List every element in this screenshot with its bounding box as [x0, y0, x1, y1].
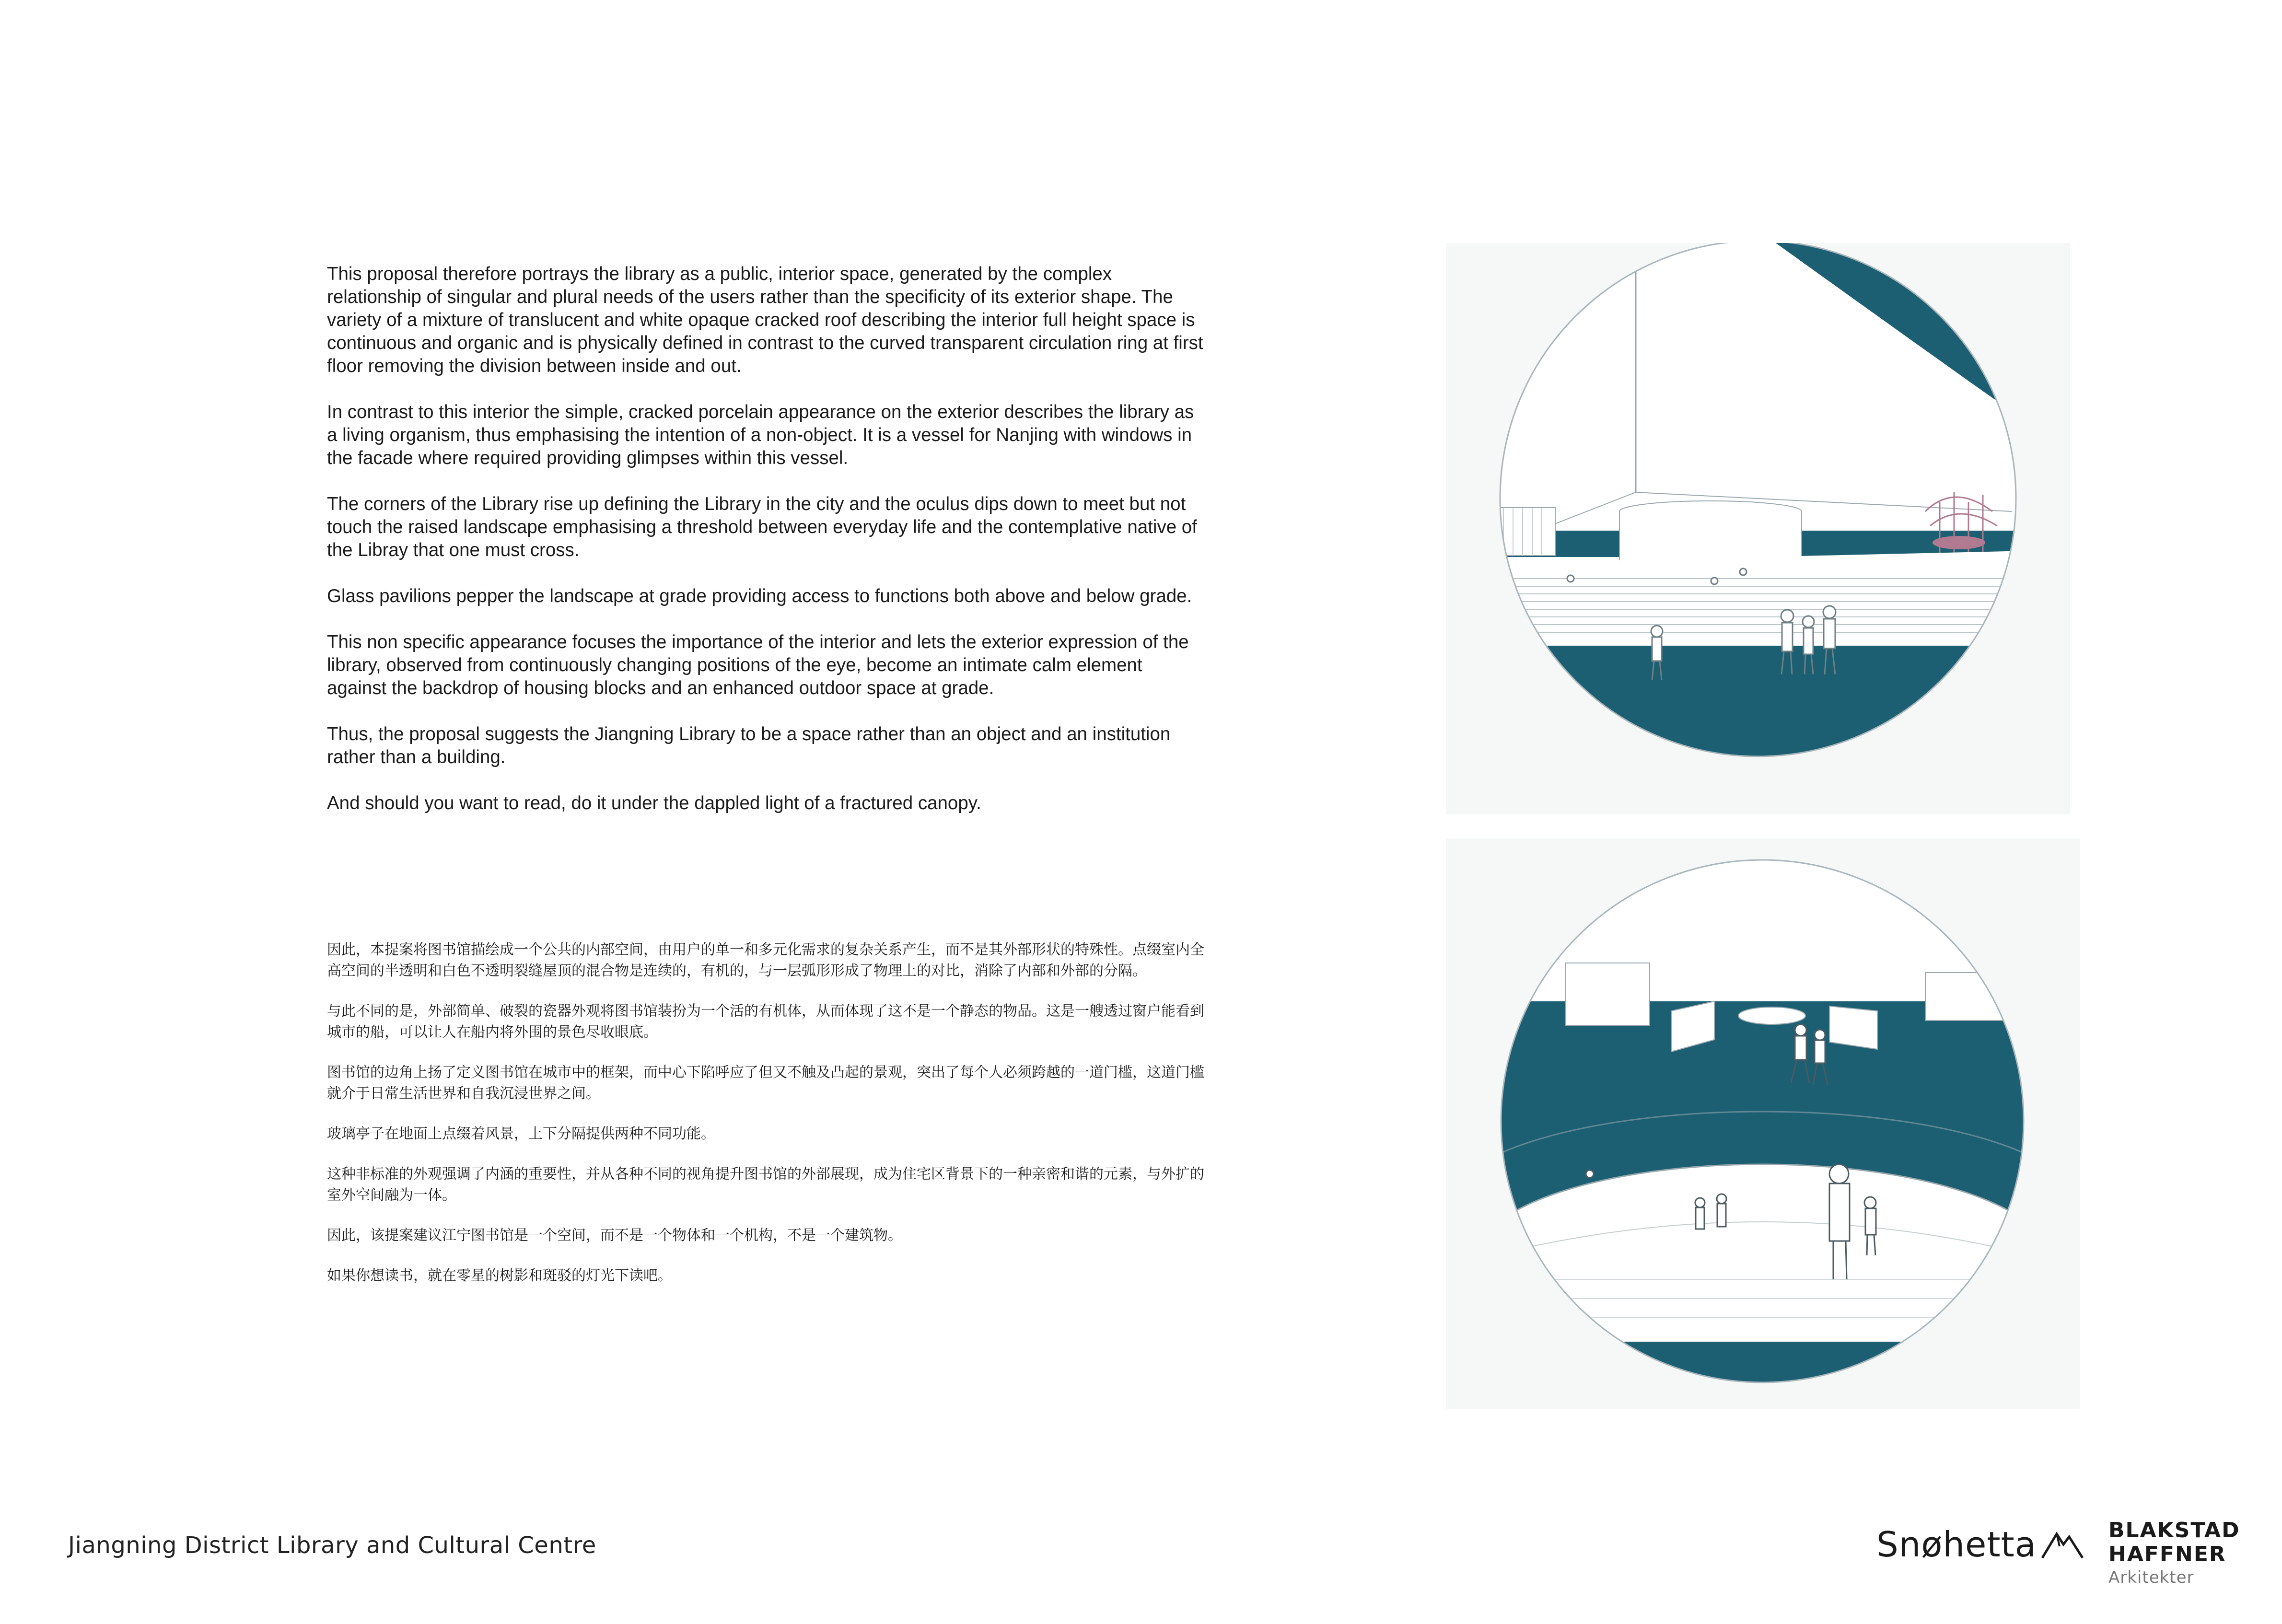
paragraph-en-2: In contrast to this interior the simple, cracked porcelain appearance on the exterior describes the library as a living organism, thus emphasising the intention of a non-object. It is a vessel for Nanjing with windows in the facade where required providing glimpses within this vessel. [327, 402, 1194, 468]
english-text-block [327, 263, 1204, 838]
chinese-text-block [327, 940, 1204, 1306]
exterior-landscape-illustration [1446, 243, 2070, 814]
paragraph-en-6: Thus, the proposal suggests the Jiangning Library to be a space rather than an object and an institution rather than a building. [327, 724, 1171, 767]
paragraph-zh-3: 图书馆的边角上扬了定义图书馆在城市中的框架，而中心下陷呼应了但又不触及凸起的景观，突出了每个人必须跨越的一道门槛，这道门槛就介于日常生活世界和自我沉浸世界之间。 [327, 1064, 1204, 1102]
circular-vignette-bottom [1446, 838, 2080, 1409]
paragraph-en-1: This proposal therefore portrays the library as a public, interior space, generated by the complex relationship of singular and plural needs of the users rather than the specificity of its exterior shape. The variety of a mixture of translucent and white opaque cracked roof describing the interior full height space is continuous and organic and is physically defined in contrast to the curved transparent circulation ring at first floor removing the division between inside and out. [327, 264, 1203, 376]
paragraph-zh-1: 因此，本提案将图书馆描绘成一个公共的内部空间，由用户的单一和多元化需求的复杂关系产生，而不是其外部形状的特殊性。点缀室内全高空间的半透明和白色不透明裂缝屋顶的混合物是连续的，有机的，与一层弧形形成了物理上的对比，消除了内部和外部的分隔。 [327, 941, 1204, 979]
circular-vignette-top [1446, 243, 2070, 814]
project-title: Jiangning District Library and Cultural Centre [68, 1532, 596, 1559]
paragraph-zh-5: 这种非标准的外观强调了内涵的重要性，并从各种不同的视角提升图书馆的外部展现，成为住宅区背景下的一种亲密和谐的元素，与外扩的室外空间融为一体。 [327, 1166, 1204, 1204]
paragraph-en-7: And should you want to read, do it under the dappled light of a fractured canopy. [327, 793, 981, 813]
paragraph-zh-7: 如果你想读书，就在零星的树影和斑驳的灯光下读吧。 [327, 1267, 672, 1284]
snohetta-logo: Snøhetta [1876, 1524, 2037, 1565]
paragraph-zh-4: 玻璃亭子在地面上点缀着风景，上下分隔提供两种不同功能。 [327, 1125, 715, 1142]
logo-line-3: Arkitekter [2108, 1568, 2194, 1587]
blakstad-haffner-logo [2108, 1519, 2240, 1589]
paragraph-en-5: This non specific appearance focuses the importance of the interior and lets the exterior expression of the library, observed from continuously changing positions of the eye, become an intimate calm element against the backdrop of housing blocks and an enhanced outdoor space at grade. [327, 632, 1189, 698]
paragraph-en-4: Glass pavilions pepper the landscape at grade providing access to functions both above and below grade. [327, 586, 1192, 606]
logo-line-2: HAFFNER [2108, 1542, 2226, 1566]
paragraph-en-3: The corners of the Library rise up defining the Library in the city and the oculus dips down to meet but not touch the raised landscape emphasising a threshold between everyday life and the contemplative native of the Libray that one must cross. [327, 494, 1197, 560]
paragraph-zh-2: 与此不同的是，外部简单、破裂的瓷器外观将图书馆装扮为一个活的有机体，从而体现了这不是一个静态的物品。这是一艘透过窗户能看到城市的船，可以让人在船内将外围的景色尽收眼底。 [327, 1003, 1204, 1041]
mountain-logo-icon [2040, 1527, 2084, 1561]
logo-line-1: BLAKSTAD [2108, 1518, 2240, 1543]
paragraph-zh-6: 因此，该提案建议江宁图书馆是一个空间，而不是一个物体和一个机构，不是一个建筑物。 [327, 1227, 902, 1244]
interior-ring-illustration [1446, 838, 2080, 1409]
